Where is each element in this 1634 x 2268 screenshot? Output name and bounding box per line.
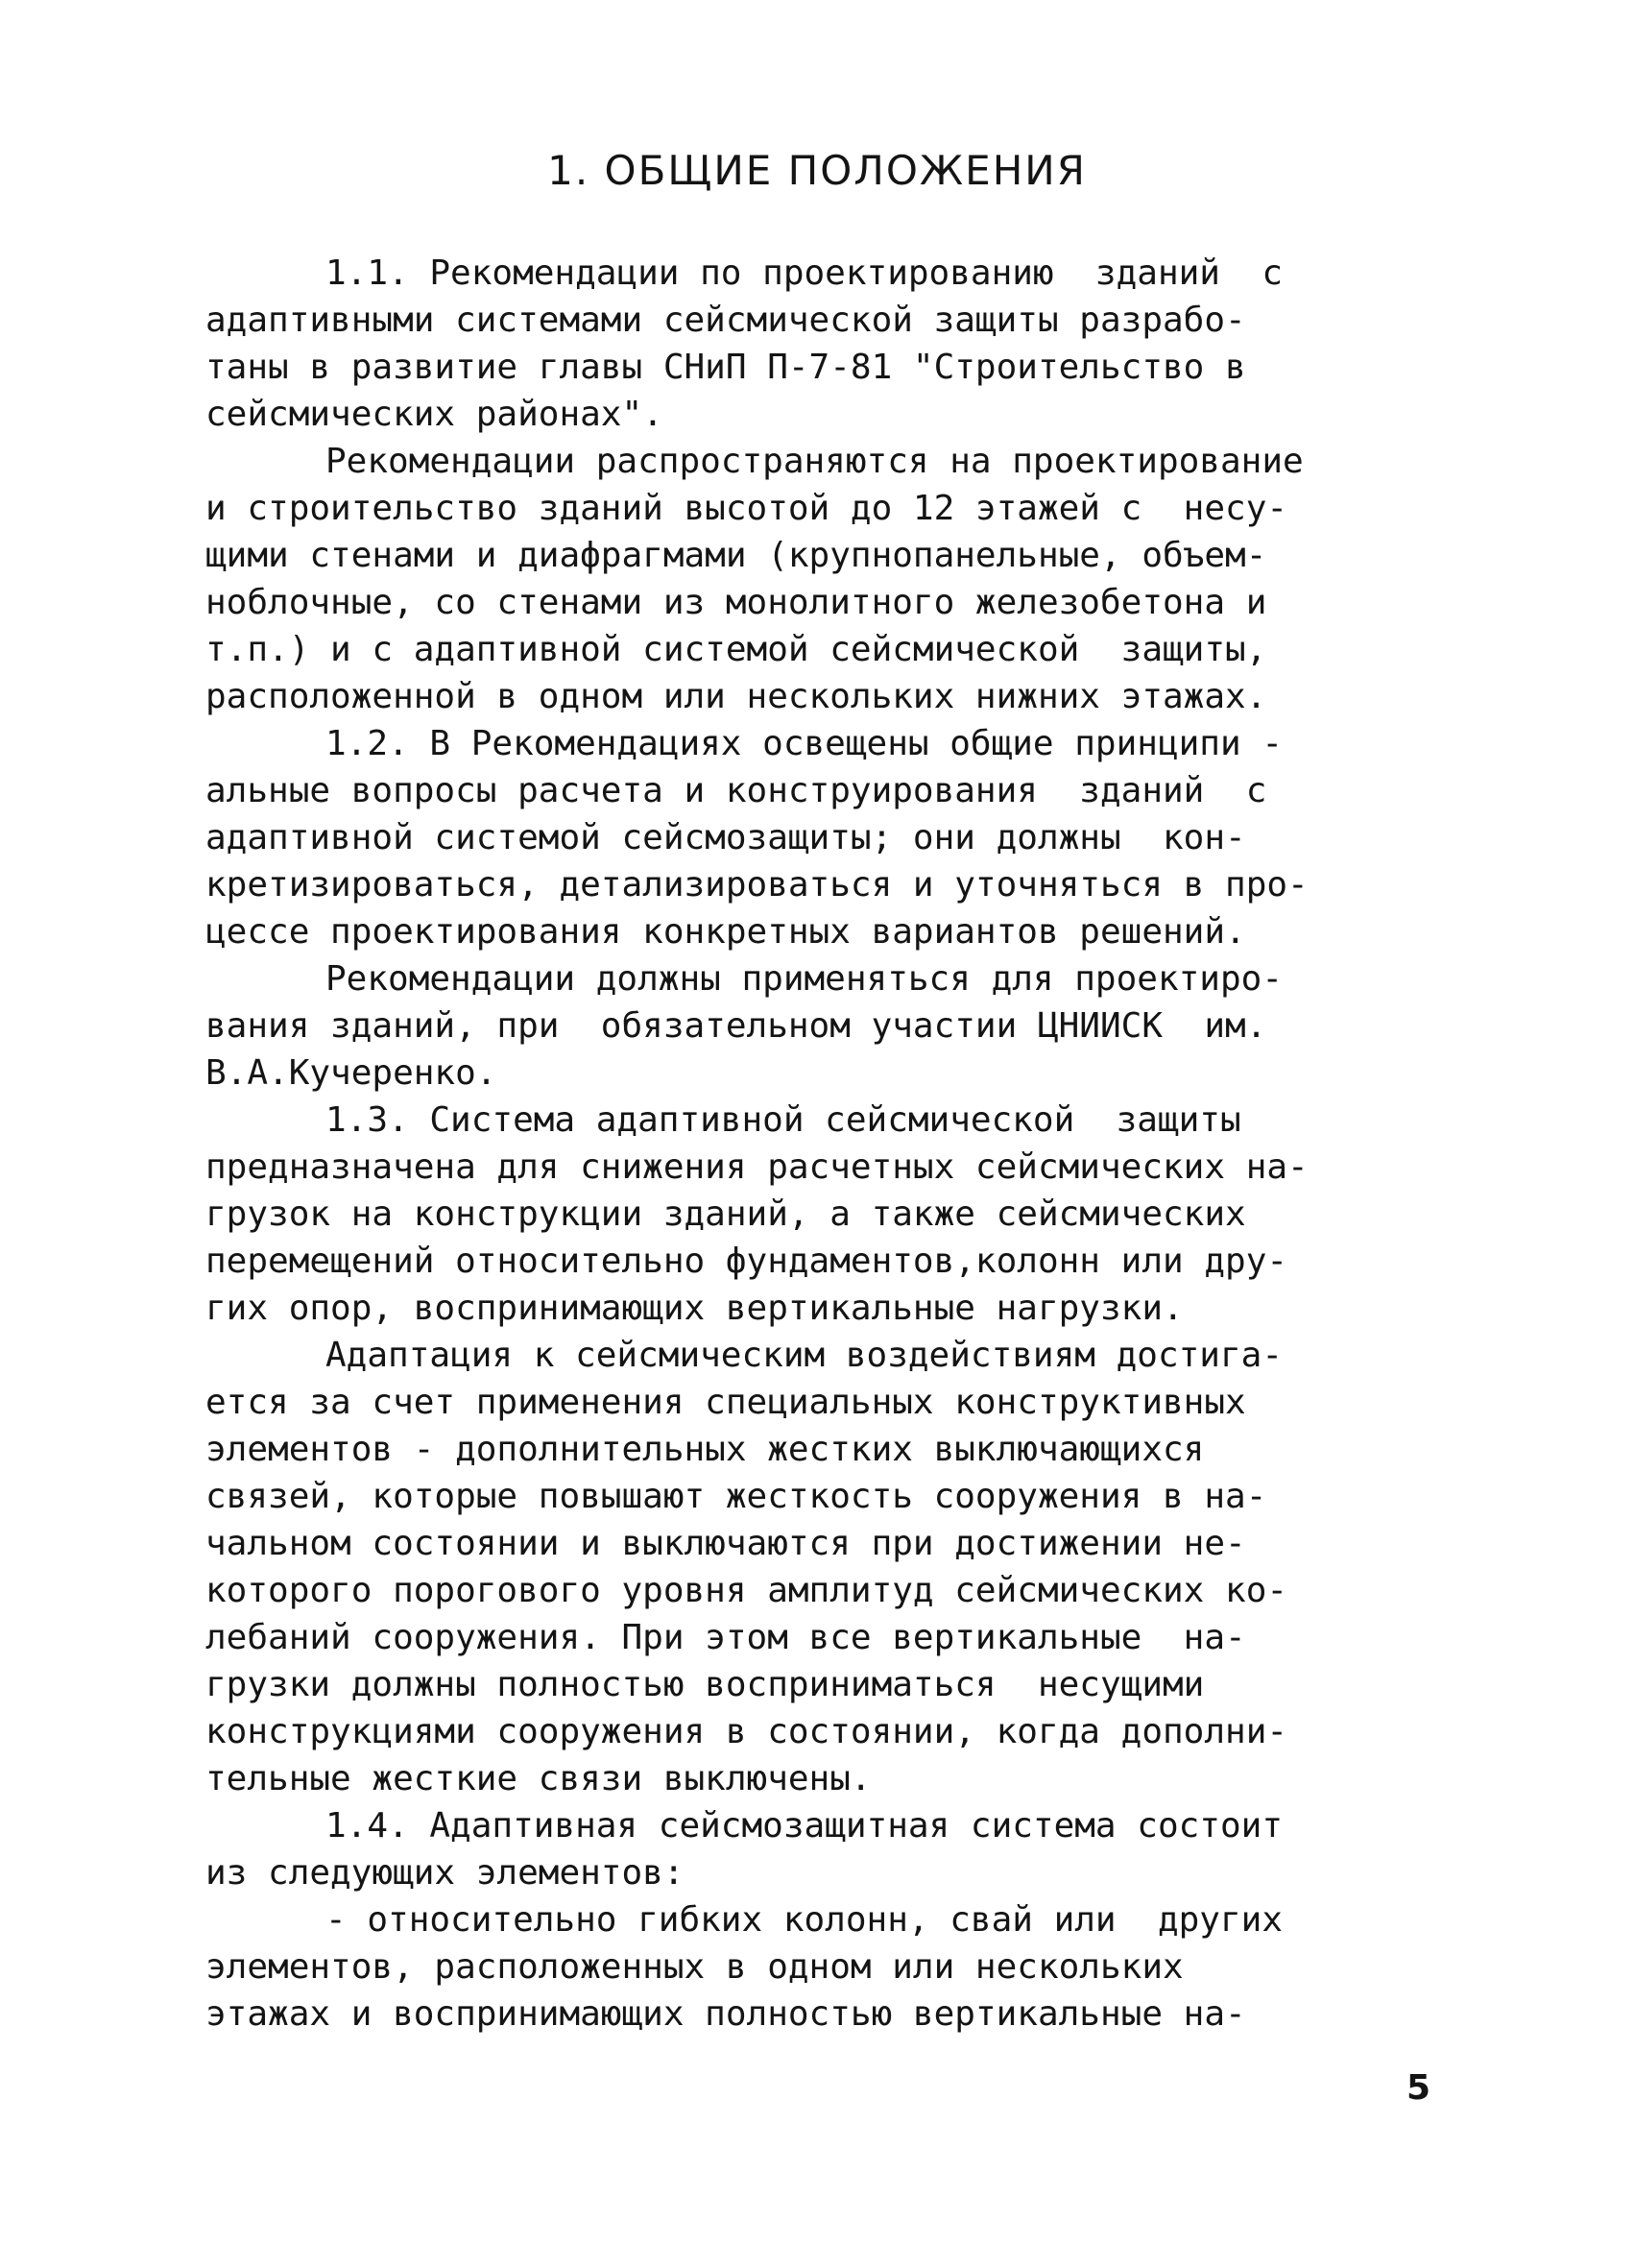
text-line: из следующих элементов: bbox=[205, 1853, 685, 1893]
text-line: 1.2. В Рекомендациях освещены общие принципи - bbox=[325, 724, 1283, 763]
text-line: и строительство зданий высотой до 12 этажей с несу- bbox=[205, 489, 1288, 528]
text-line: лебаний сооружения. При этом все вертикальные на- bbox=[205, 1618, 1246, 1657]
text-line: 1.1. Рекомендации по проектированию зданий с bbox=[325, 253, 1283, 293]
text-line: цессе проектирования конкретных вариантов решений. bbox=[205, 912, 1246, 952]
text-line: таны в развитие главы СНиП П-7-81 "Строительство в bbox=[205, 348, 1246, 387]
text-line: ется за счет применения специальных конструктивных bbox=[205, 1383, 1246, 1422]
text-line: элементов, расположенных в одном или нескольких bbox=[205, 1947, 1184, 1987]
text-line: гих опор, воспринимающих вертикальные нагрузки. bbox=[205, 1289, 1184, 1328]
page-number: 5 bbox=[1406, 2068, 1431, 2108]
section-title: 1. ОБЩИЕ ПОЛОЖЕНИЯ bbox=[547, 147, 1087, 194]
body-text bbox=[205, 250, 1454, 2038]
text-line: предназначена для снижения расчетных сейсмических на- bbox=[205, 1147, 1309, 1187]
text-line: 1.3. Система адаптивной сейсмической защиты bbox=[325, 1100, 1241, 1140]
text-line: конструкциями сооружения в состоянии, когда дополни- bbox=[205, 1712, 1288, 1751]
text-line: альные вопросы расчета и конструирования зданий с bbox=[205, 771, 1267, 810]
text-line: вания зданий, при обязательном участии ЦНИИСК им. bbox=[205, 1006, 1267, 1046]
text-line: тельные жесткие связи выключены. bbox=[205, 1759, 872, 1798]
text-line: - относительно гибких колонн, свай или других bbox=[325, 1900, 1283, 1940]
text-line: этажах и воспринимающих полностью вертикальные на- bbox=[205, 1994, 1246, 2034]
text-line: В.А.Кучеренко. bbox=[205, 1053, 497, 1093]
text-line: щими стенами и диафрагмами (крупнопанельные, объем- bbox=[205, 536, 1267, 575]
text-line: 1.4. Адаптивная сейсмозащитная система состоит bbox=[325, 1806, 1283, 1846]
text-line: т.п.) и с адаптивной системой сейсмической защиты, bbox=[205, 630, 1267, 669]
text-line: кретизироваться, детализироваться и уточняться в про- bbox=[205, 865, 1309, 905]
text-line: Рекомендации распространяются на проектирование bbox=[325, 442, 1304, 481]
text-line: чальном состоянии и выключаются при достижении не- bbox=[205, 1524, 1246, 1563]
text-line: грузок на конструкции зданий, а также сейсмических bbox=[205, 1194, 1246, 1234]
text-line: адаптивными системами сейсмической защиты разрабо- bbox=[205, 301, 1246, 340]
text-line: элементов - дополнительных жестких выключающихся bbox=[205, 1430, 1205, 1469]
text-line: сейсмических районах". bbox=[205, 395, 663, 434]
text-line: ноблочные, со стенами из монолитного железобетона и bbox=[205, 583, 1267, 622]
text-line: грузки должны полностью восприниматься несущими bbox=[205, 1665, 1205, 1704]
text-line: которого порогового уровня амплитуд сейсмических ко- bbox=[205, 1571, 1288, 1610]
text-line: Адаптация к сейсмическим воздействиям достига- bbox=[325, 1336, 1283, 1375]
text-line: связей, которые повышают жесткость сооружения в на- bbox=[205, 1477, 1267, 1516]
text-line: перемещений относительно фундаментов,колонн или дру- bbox=[205, 1242, 1288, 1281]
text-line: Рекомендации должны применяться для проектиро- bbox=[325, 959, 1283, 999]
text-line: адаптивной системой сейсмозащиты; они должны кон- bbox=[205, 818, 1246, 857]
text-line: расположенной в одном или нескольких нижних этажах. bbox=[205, 677, 1267, 716]
